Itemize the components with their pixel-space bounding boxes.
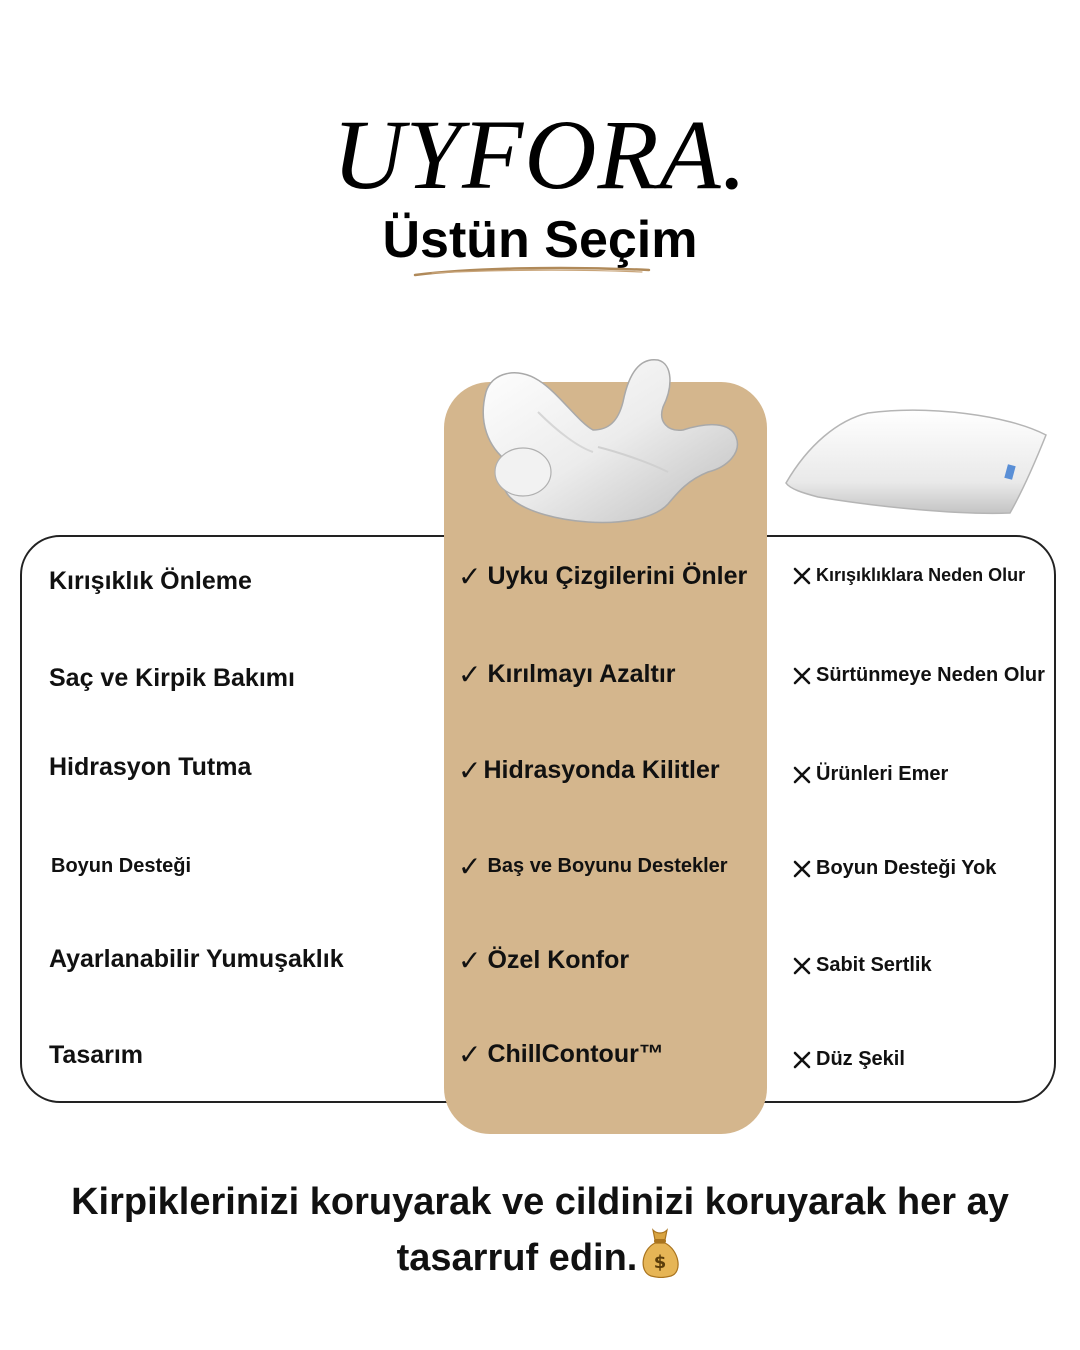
pro-label: Baş ve Boyunu Destekler [487, 855, 728, 877]
page-subtitle: Üstün Seçim [382, 211, 698, 269]
pro-item [458, 1038, 664, 1071]
svg-text:$: $ [654, 1252, 667, 1273]
con-item [792, 763, 948, 786]
pro-item [458, 560, 747, 593]
money-bag-icon [637, 1226, 683, 1278]
pro-label: Hidrasyonda Kilitler [483, 756, 720, 784]
pro-item [458, 850, 728, 883]
con-item [792, 664, 1045, 687]
pro-label: ChillContour™ [487, 1040, 664, 1068]
con-label: Boyun Desteği Yok [816, 857, 997, 879]
con-item [792, 1048, 905, 1071]
pro-item [458, 658, 676, 691]
con-label: Ürünleri Emer [816, 763, 949, 785]
cross-icon [792, 666, 812, 686]
check-icon: ✓ [458, 1039, 482, 1070]
con-item [792, 857, 996, 880]
con-label: Sürtünmeye Neden Olur [816, 664, 1045, 686]
con-label: Düz Şekil [816, 1048, 905, 1070]
pro-label: Uyku Çizgilerini Önler [487, 562, 748, 590]
con-label: Kırışıklıklara Neden Olur [816, 565, 1026, 585]
brand-logo: UYFORA. [332, 99, 748, 210]
brush-underline [412, 262, 652, 278]
pro-item [458, 754, 720, 787]
pro-item [458, 944, 629, 977]
standard-pillow-image [778, 405, 1052, 520]
feature-label: Hidrasyon Tutma [49, 753, 252, 781]
cross-icon [792, 956, 812, 976]
footer-text: Kirpiklerinizi koruyarak ve cildinizi koruyarak her ay tasarruf edin. [71, 1181, 1009, 1279]
check-icon: ✓ [458, 945, 482, 976]
cross-icon [792, 859, 812, 879]
check-icon: ✓ [458, 755, 482, 786]
feature-label: Boyun Desteği [51, 855, 192, 877]
feature-label: Tasarım [49, 1041, 144, 1069]
check-icon: ✓ [458, 659, 482, 690]
con-item [792, 565, 1025, 586]
cross-icon [792, 566, 812, 586]
check-icon: ✓ [458, 561, 482, 592]
feature-label: Saç ve Kirpik Bakımı [49, 664, 295, 692]
pro-label: Özel Konfor [487, 946, 630, 974]
feature-label: Kırışıklık Önleme [49, 567, 252, 595]
footer-tagline [30, 1178, 1050, 1282]
contour-pillow-image [468, 352, 748, 528]
pro-label: Kırılmayı Azaltır [487, 660, 676, 688]
check-icon: ✓ [458, 851, 482, 882]
cross-icon [792, 765, 812, 785]
feature-label: Ayarlanabilir Yumuşaklık [49, 945, 344, 973]
cross-icon [792, 1050, 812, 1070]
con-label: Sabit Sertlik [816, 954, 932, 976]
con-item [792, 954, 932, 977]
